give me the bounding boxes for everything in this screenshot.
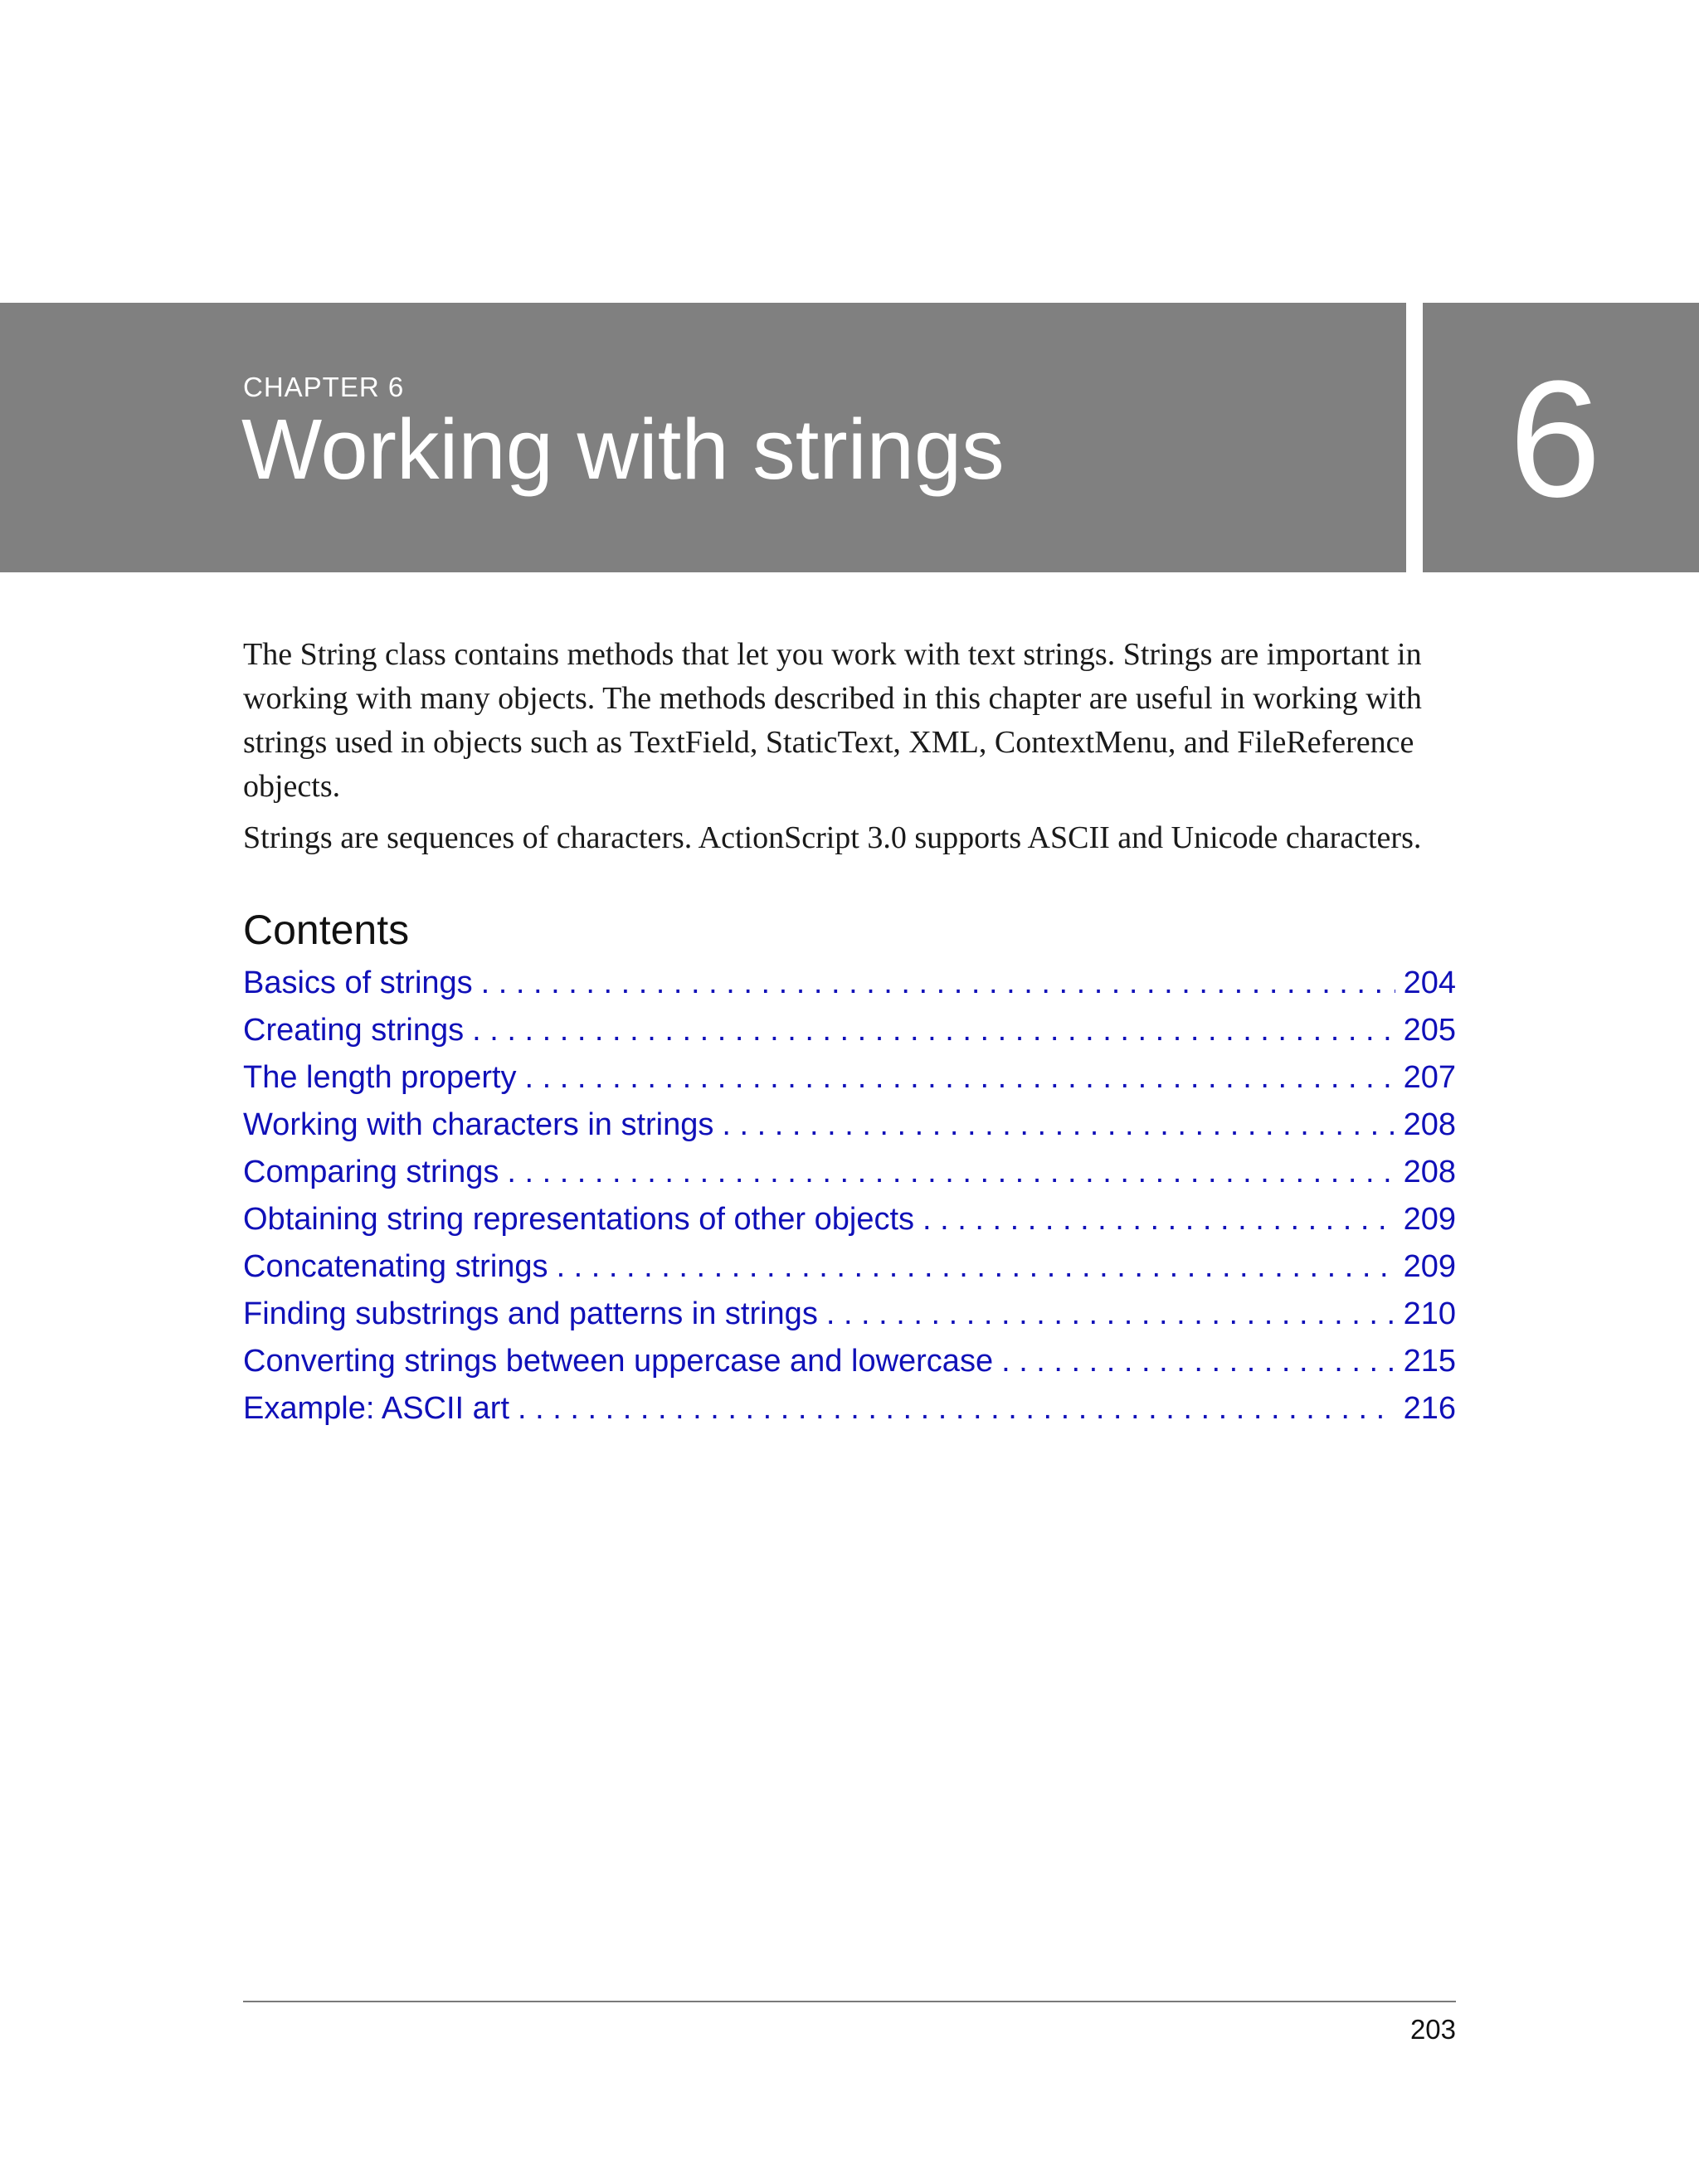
toc-leader-dots: [722, 1107, 1395, 1143]
toc-entry-page: 205: [1403, 1013, 1456, 1048]
toc-entry-page: 209: [1403, 1249, 1456, 1284]
table-of-contents: [243, 966, 1456, 1438]
toc-leader-dots: [557, 1249, 1395, 1285]
toc-entry-label: Concatenating strings: [243, 1249, 548, 1284]
toc-leader-dots: [1001, 1344, 1395, 1379]
toc-entry-label: Finding substrings and patterns in strings: [243, 1296, 818, 1331]
toc-entry-label: Basics of strings: [243, 966, 473, 1000]
toc-entry-page: 207: [1403, 1060, 1456, 1095]
toc-entry-page: 216: [1403, 1391, 1456, 1426]
toc-leader-dots: [826, 1296, 1395, 1332]
toc-entry-label: Converting strings between uppercase and lowercase: [243, 1344, 994, 1379]
toc-link-obtaining-string-representations[interactable]: [243, 1202, 1456, 1249]
toc-link-finding-substrings[interactable]: [243, 1296, 1456, 1344]
toc-link-working-with-characters[interactable]: [243, 1107, 1456, 1155]
toc-entry-page: 215: [1403, 1344, 1456, 1379]
toc-leader-dots: [507, 1155, 1395, 1190]
toc-entry-label: Comparing strings: [243, 1155, 499, 1189]
chapter-label: CHAPTER 6: [243, 372, 405, 402]
toc-link-basics-of-strings[interactable]: [243, 966, 1456, 1013]
toc-entry-label: Working with characters in strings: [243, 1107, 714, 1142]
toc-entry-label: Creating strings: [243, 1013, 465, 1048]
toc-entry-label: The length property: [243, 1060, 517, 1095]
toc-entry-page: 209: [1403, 1202, 1456, 1237]
toc-leader-dots: [481, 966, 1395, 1001]
toc-link-length-property[interactable]: [243, 1060, 1456, 1107]
toc-entry-page: 210: [1403, 1296, 1456, 1331]
toc-link-concatenating-strings[interactable]: [243, 1249, 1456, 1296]
toc-entry-page: 204: [1403, 966, 1456, 1000]
toc-link-comparing-strings[interactable]: [243, 1155, 1456, 1202]
toc-leader-dots: [923, 1202, 1395, 1238]
intro-paragraph: The String class contains methods that let you work with text strings. Strings are important in working with many objects. The methods described in this chapter are useful in working with strings used in objects such as TextField, StaticText, XML, ContextMenu, and FileReference objects.: [243, 637, 1422, 804]
toc-link-ascii-art[interactable]: [243, 1391, 1456, 1438]
intro-text: [243, 633, 1463, 868]
toc-leader-dots: [472, 1013, 1395, 1048]
toc-entry-label: Obtaining string representations of other objects: [243, 1202, 915, 1237]
contents-heading: Contents: [243, 907, 410, 953]
chapter-title: Working with strings: [241, 401, 1005, 497]
toc-leader-dots: [525, 1060, 1395, 1096]
toc-entry-label: Example: ASCII art: [243, 1391, 510, 1426]
footer-divider: [243, 2001, 1456, 2002]
toc-entry-page: 208: [1403, 1107, 1456, 1142]
toc-link-converting-case[interactable]: [243, 1344, 1456, 1391]
intro-paragraph: Strings are sequences of characters. ActionScript 3.0 supports ASCII and Unicode characters.: [243, 820, 1422, 855]
toc-entry-page: 208: [1403, 1155, 1456, 1189]
toc-link-creating-strings[interactable]: [243, 1013, 1456, 1060]
page-number: 203: [1409, 2014, 1456, 2045]
toc-leader-dots: [518, 1391, 1395, 1427]
chapter-number: 6: [1508, 347, 1602, 532]
